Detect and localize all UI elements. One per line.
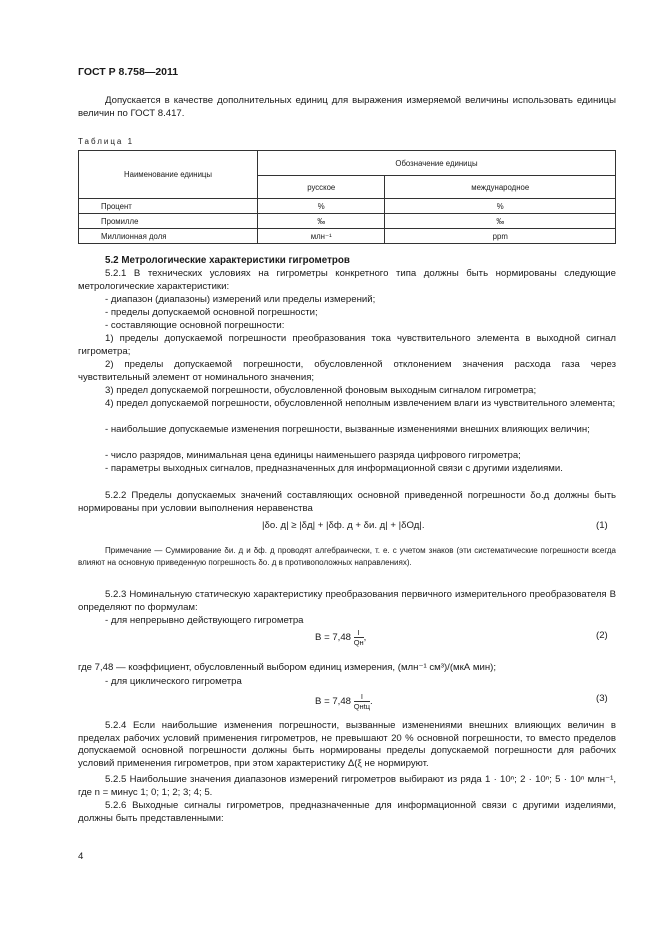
table-cell-intl: ppm <box>385 229 616 244</box>
equation-3-numerator: I <box>354 692 370 702</box>
equation-2-fraction <box>354 628 364 647</box>
equation-2-number: (2) <box>596 630 608 641</box>
equation-3-fraction <box>354 692 370 711</box>
list-item: 3) предел допускаемой погрешности, обусловленной фоновым выходным сигналом гигрометра; <box>105 385 537 396</box>
list-item: 2) пределы допускаемой погрешности, обусловленной отклонением значения расхода газа через чувствительный элемент от номинального значения; <box>78 359 616 383</box>
paragraph-5-2-3: 5.2.3 Номинальную статическую характеристику преобразования первичного измерительного преобразователя B определяют по формулам: <box>78 589 616 613</box>
equation-3-lhs: B = 7,48 <box>315 696 352 708</box>
section-heading: 5.2 Метрологические характеристики гигрометров <box>105 255 350 266</box>
page-number: 4 <box>78 851 84 862</box>
list-item: 4) предел допускаемой погрешности, обусловленной неполным извлечением влаги из чувствительного элемента; <box>105 398 616 409</box>
paragraph-5-2-4: 5.2.4 Если наибольшие изменения погрешности, вызванные изменениями внешних влияющих величин в пределах рабочих условий применения гигрометров, не превышают 20 % основной погрешности, то вместо пределов допускаемой основной погрешности должны быть нормированы пределы допускаемой погрешности для рабочих условий применения гигрометров, при этом характеристику Δ(ξ не нормируют. <box>78 720 616 769</box>
paragraph-5-2-5: 5.2.5 Наибольшие значения диапазонов измерений гигрометров выбирают из ряда 1 · 10ⁿ; 2 · 10ⁿ; 5 · 10ⁿ млн⁻¹, где n = минус 1; 0; 1; 2; 3; 4; 5. <box>78 774 616 798</box>
table-cell-intl: % <box>385 199 616 214</box>
intro-paragraph: Допускается в качестве дополнительных единиц для выражения измеряемой величины использовать единицы величин по ГОСТ 8.417. <box>78 95 616 119</box>
paragraph-5-2-1: 5.2.1 В технических условиях на гигрометры конкретного типа должны быть нормированы следующие метрологические характеристики: <box>78 268 616 292</box>
table-row <box>79 214 616 229</box>
table-header-name: Наименование единицы <box>79 151 258 199</box>
list-item: - для непрерывно действующего гигрометра <box>105 615 304 626</box>
equation-3-denominator: Qнtц <box>353 702 371 711</box>
paragraph-5-2-6: 5.2.6 Выходные сигналы гигрометров, предназначенные для информационной связи с другими изделиями, должны быть представленными: <box>78 800 616 824</box>
list-item: - параметры выходных сигналов, предназначенных для информационной связи с другими изделиями. <box>105 463 563 474</box>
list-item: - для циклического гигрометра <box>105 676 242 687</box>
equation-3-number: (3) <box>596 693 608 704</box>
list-item: - диапазон (диапазоны) измерений или пределы измерений; <box>105 294 376 305</box>
list-item: - наибольшие допускаемые изменения погрешности, вызванные изменениями внешних влияющих величин; <box>105 424 590 435</box>
table-header-designation: Обозначение единицы <box>258 151 616 176</box>
table-header-international: международное <box>385 176 616 199</box>
table-row <box>79 229 616 244</box>
equation-2-lhs: B = 7,48 <box>315 632 352 644</box>
table-header-russian: русское <box>258 176 385 199</box>
list-item: 1) пределы допускаемой погрешности преобразования тока чувствительного элемента в выходной сигнал гигрометра; <box>78 333 616 357</box>
table-cell-intl: ‰ <box>385 214 616 229</box>
list-item: - пределы допускаемой основной погрешности; <box>105 307 318 318</box>
equation-2-denominator: Qн <box>353 638 364 647</box>
table-cell-ru: ‰ <box>258 214 385 229</box>
units-table <box>78 150 616 244</box>
table-cell-name: Процент <box>79 199 258 214</box>
list-item: - число разрядов, минимальная цена единицы наименьшего разряда цифрового гигрометра; <box>105 450 521 461</box>
equation-2-numerator: I <box>354 628 364 638</box>
table-cell-name: Миллионная доля <box>79 229 258 244</box>
paragraph-5-2-2: 5.2.2 Пределы допускаемых значений составляющих основной приведенной погрешности δо.д должны быть нормированы при условии выполнения неравенства <box>78 490 616 514</box>
table-cell-name: Промилле <box>79 214 258 229</box>
list-item: - составляющие основной погрешности: <box>105 320 285 331</box>
note: Примечание — Суммирование δи. д и δф. д проводят алгебраически, т. е. с учетом знаков (эти систематические погрешности всегда влияют на основную приведенную погрешность δо. д в противоположных направлениях). <box>78 546 616 567</box>
equation-2: B = 7,48 $\frac{I}{Qн}$ , <box>315 628 367 647</box>
document-header: ГОСТ Р 8.758—2011 <box>78 66 179 78</box>
table-row <box>79 199 616 214</box>
equation-1-number: (1) <box>596 520 608 531</box>
equation-1: |δо. д| ≥ |δд| + |δф. д + δи. д| + |δОд|. <box>262 520 425 531</box>
table-cell-ru: % <box>258 199 385 214</box>
table-caption: Таблица 1 <box>78 137 135 146</box>
equation-3: B = 7,48 $\frac{I}{\text{Qнtц}}$ . <box>315 692 373 711</box>
coefficient-definition: где 7,48 — коэффициент, обусловленный выбором единиц измерения, (млн⁻¹ см³)/(мкА мин); <box>78 662 496 673</box>
table-cell-ru: млн⁻¹ <box>258 229 385 244</box>
